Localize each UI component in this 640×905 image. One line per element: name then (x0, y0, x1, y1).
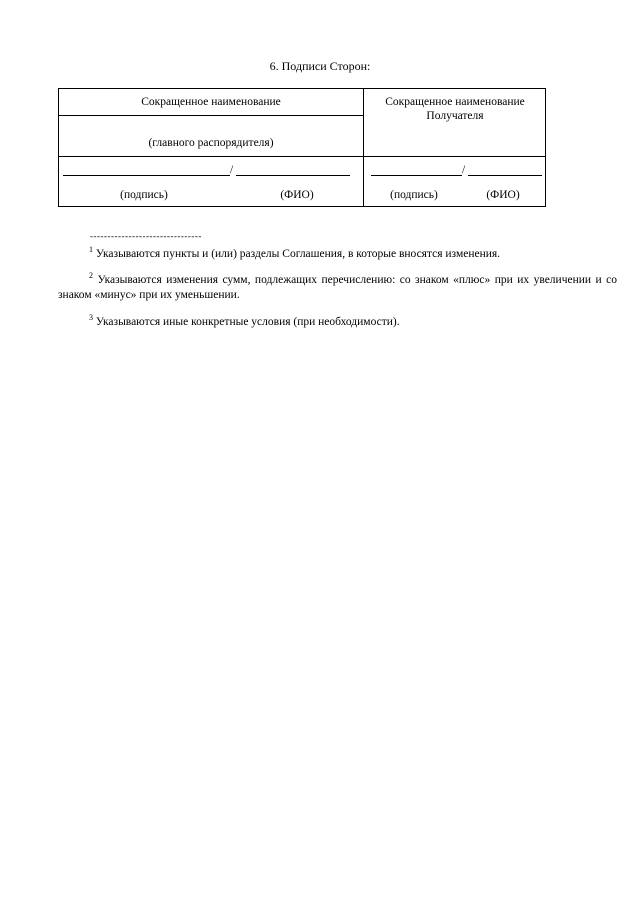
left-fio-line (236, 175, 350, 176)
footnote-3 (58, 315, 617, 330)
right-signature-label: (подпись) (390, 189, 438, 201)
left-party-name-subheader: (главного распорядителя) (148, 137, 274, 149)
right-fio-label: (ФИО) (486, 189, 520, 201)
footnote-text: Указываются пункты и (или) разделы Соглашения, в которые вносятся изменения. (95, 248, 501, 260)
right-signature-slash: / (462, 164, 466, 176)
left-party-name-header: Сокращенное наименование (141, 96, 281, 108)
right-fio-line (468, 175, 542, 176)
signatures-table (58, 88, 546, 207)
footnote-marker: 3 (89, 313, 93, 322)
footnote-separator: -------------------------------- (90, 231, 202, 241)
table-row-divider-left (59, 115, 363, 116)
footnote-marker: 1 (89, 245, 93, 254)
footnote-1 (58, 247, 617, 262)
footnote-2 (58, 273, 617, 303)
left-signature-slash: / (230, 164, 234, 176)
footnote-text: Указываются изменения сумм, подлежащих перечислению: со знаком «плюс» при их увеличении и со знаком «минус» при их уменьшении. (58, 274, 617, 301)
right-party-name-subheader: Получателя (426, 110, 484, 122)
right-party-name-header: Сокращенное наименование (385, 96, 525, 108)
left-signature-label: (подпись) (120, 189, 168, 201)
table-row-divider (59, 156, 546, 157)
left-signature-line (63, 175, 230, 176)
section-title: 6. Подписи Сторон: (269, 59, 371, 73)
footnote-text: Указываются иные конкретные условия (при необходимости). (95, 316, 400, 328)
footnote-marker: 2 (89, 271, 93, 280)
left-fio-label: (ФИО) (280, 189, 314, 201)
right-signature-line (371, 175, 462, 176)
